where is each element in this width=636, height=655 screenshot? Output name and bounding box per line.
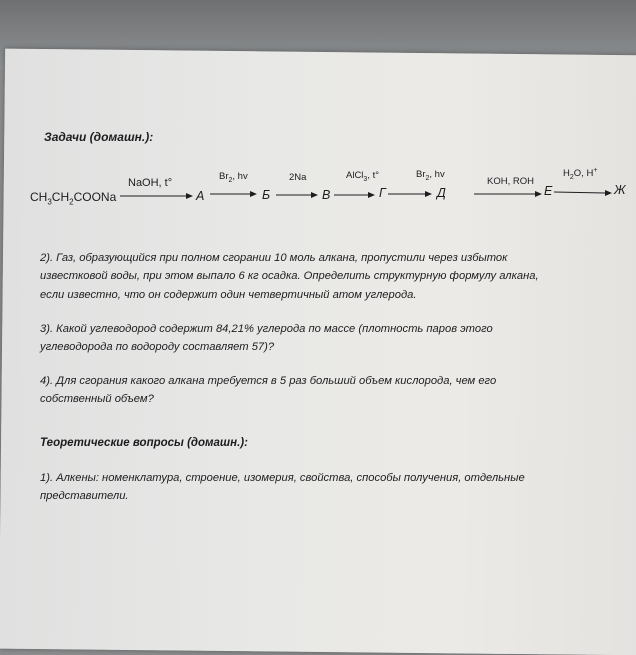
problem-line: собственный объем? [40,393,154,405]
product-5: Д [437,186,446,200]
product-2: Б [262,188,271,202]
product-3: В [322,188,331,202]
theory-line: представители. [40,490,129,502]
problem-line: углеводорода по водороду составляет 57)? [40,341,275,353]
tasks-heading: Задачи (домашн.): [44,130,154,144]
theory-line: 1). Алкены: номенклатура, строение, изомерия, свойства, способы получения, отдельные [40,472,525,484]
problem-line: 3). Какой углеводород содержит 84,21% углерода по массе (плотность паров этого [40,323,493,335]
product-1: А [196,189,205,203]
reagent-5: $Br_2$, hv [416,169,445,182]
problem-line: если известно, что он содержит один четвертичный атом углерода. [40,289,417,301]
problem-line: известковой воды, при этом выпало 6 кг осадка. Определить структурную формулу алкана, [40,270,539,282]
product-4: Г [379,186,386,200]
reagent-7: $H_2O$, H+ [563,167,598,182]
problem-line: 2). Газ, образующийся при полном сгорании 10 моль алкана, пропустили через избыток [40,252,508,264]
reagent-6: KOH, ROH [487,176,534,187]
reagent-4: AlCl$_3$, t° [346,170,380,183]
reagent-3: 2Na [289,172,307,183]
product-7: Ж [614,183,626,197]
problem-line: 4). Для сгорания какого алкана требуется в 5 раз больший объем кислорода, чем его [40,375,497,387]
product-6: Е [544,184,553,198]
theory-heading: Теоретические вопросы (домашн.): [40,437,248,449]
reagent-2: $Br_2$, hv [219,171,248,184]
reagent-1: NaOH, t° [128,177,173,189]
start-compound: $CH_3CH_2COONa$ [30,190,117,207]
